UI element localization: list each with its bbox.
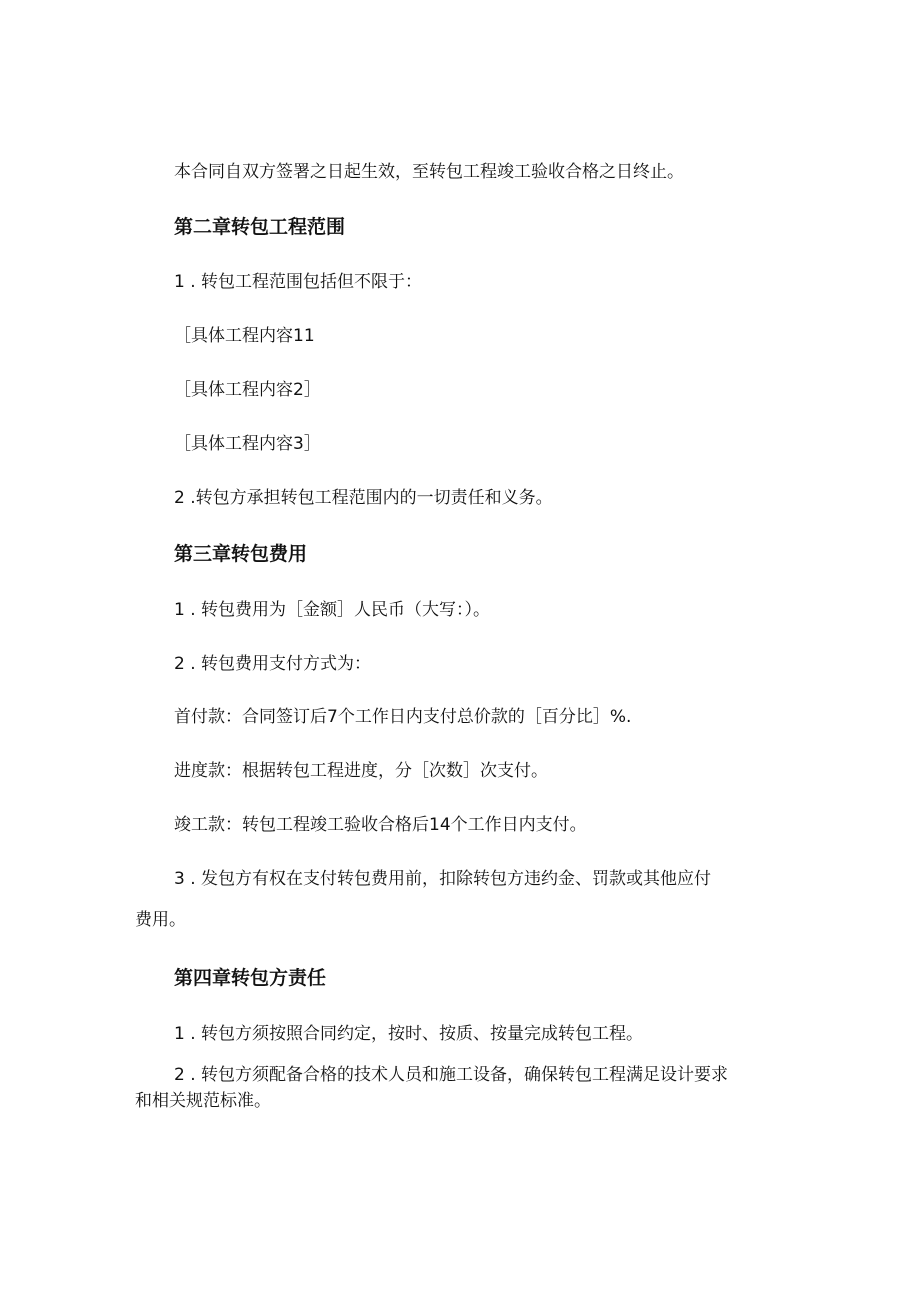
chapter-3-item-3-line-2: 费用。	[135, 910, 186, 930]
completion-payment-line: 竣工款：转包工程竣工验收合格后14个工作日内支付。	[174, 815, 587, 835]
chapter-4-item-1: 1 . 转包方须按照合同约定，按时、按质、按量完成转包工程。	[174, 1024, 644, 1044]
chapter-4-heading: 第四章转包方责任	[174, 967, 327, 989]
chapter-2-item-2: 2 .转包方承担转包工程范围内的一切责任和义务。	[174, 488, 553, 508]
chapter-2-content-1: ［具体工程内容11	[174, 326, 315, 346]
chapter-2-content-3: ［具体工程内容3］	[174, 434, 321, 454]
chapter-2-item-1: 1 . 转包工程范围包括但不限于：	[174, 272, 423, 292]
chapter-3-heading: 第三章转包费用	[174, 543, 308, 565]
chapter-2-content-2: ［具体工程内容2］	[174, 380, 321, 400]
chapter-4-item-2-line-2: 和相关规范标准。	[135, 1091, 271, 1111]
chapter-3-item-2: 2 . 转包费用支付方式为：	[174, 654, 372, 674]
chapter-3-item-1: 1 . 转包费用为［金额］人民币（大写：）。	[174, 600, 491, 620]
chapter-2-heading: 第二章转包工程范围	[174, 216, 346, 238]
effective-clause: 本合同自双方签署之日起生效，至转包工程竣工验收合格之日终止。	[174, 162, 684, 182]
chapter-3-item-3-line-1: 3 . 发包方有权在支付转包费用前，扣除转包方违约金、罚款或其他应付	[174, 869, 712, 889]
first-payment-line: 首付款：合同签订后7个工作日内支付总价款的［百分比］%.	[174, 707, 632, 727]
chapter-4-item-2-line-1: 2 . 转包方须配备合格的技术人员和施工设备，确保转包工程满足设计要求	[174, 1065, 729, 1085]
progress-payment-line: 进度款：根据转包工程进度，分［次数］次支付。	[174, 761, 548, 781]
